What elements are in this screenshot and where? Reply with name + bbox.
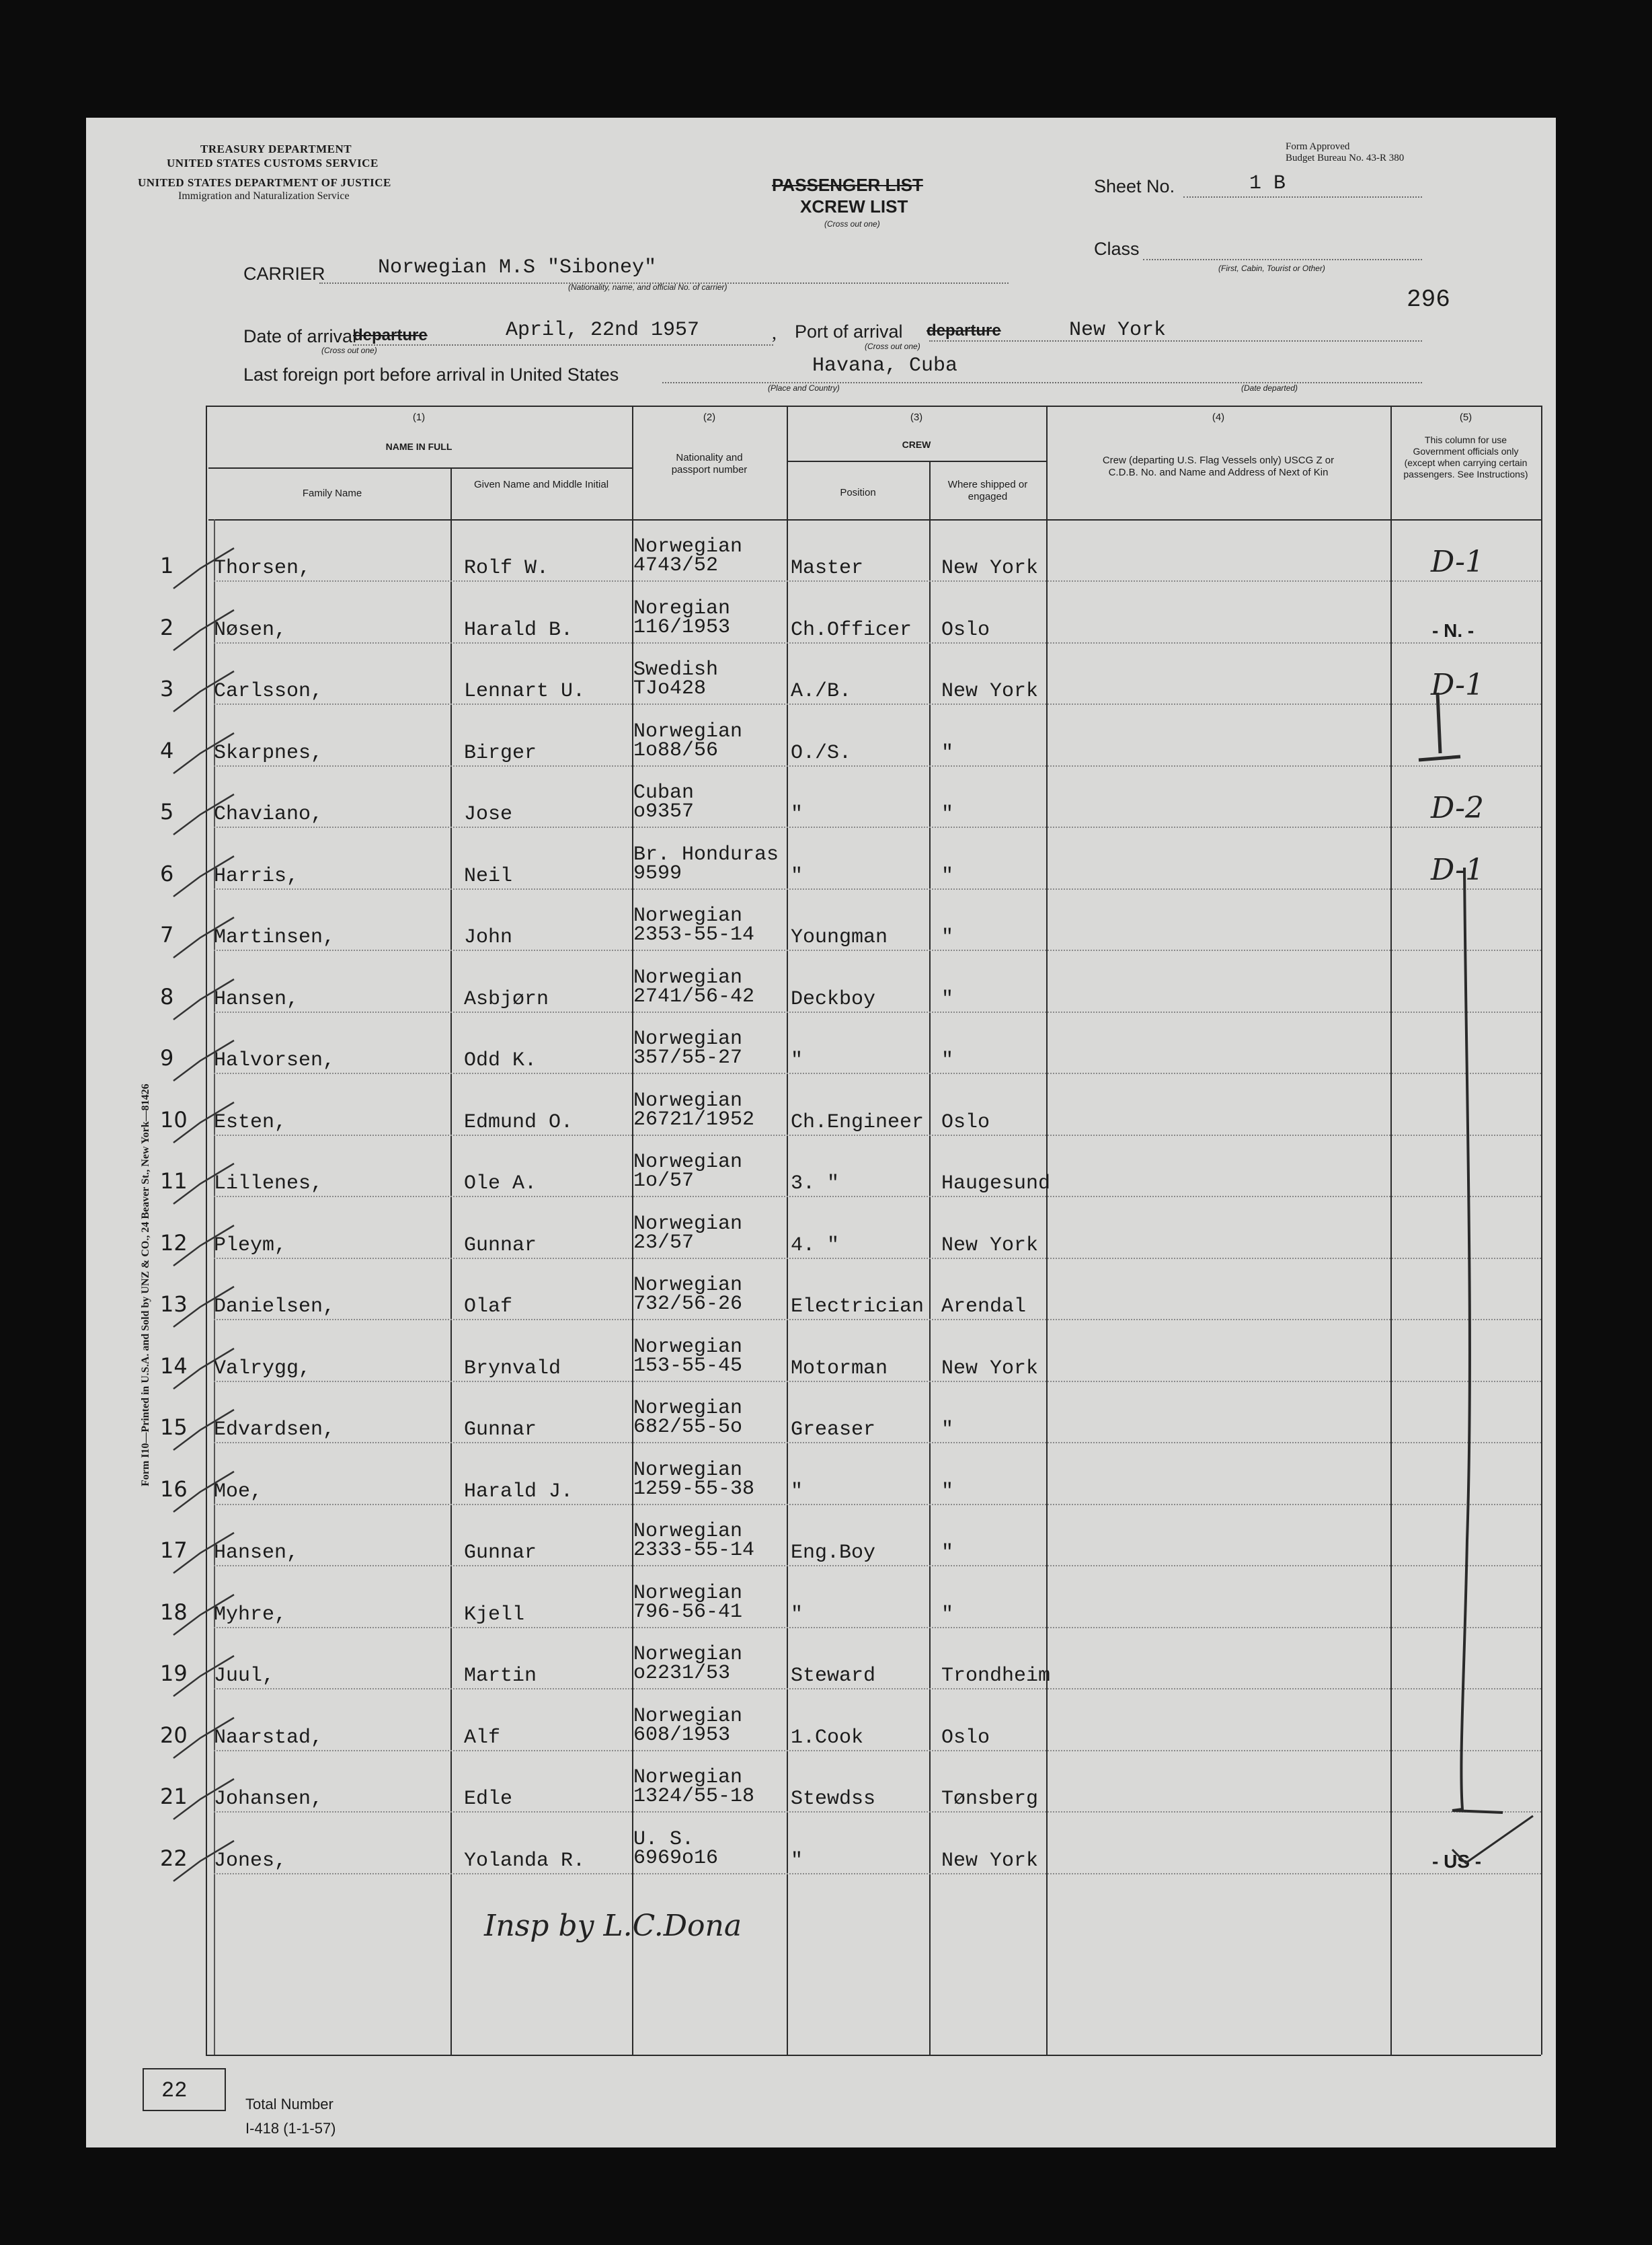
nationality: Norwegian <box>633 1766 743 1789</box>
official-mark: - US - <box>1432 1850 1482 1872</box>
crew-position: " <box>791 1480 803 1503</box>
crew-position: " <box>791 1603 803 1626</box>
row-divider <box>214 1381 1541 1382</box>
nationality: Norwegian <box>633 905 743 927</box>
given-name: John <box>464 926 513 949</box>
where-shipped: Oslo <box>941 1726 990 1749</box>
crew-position: " <box>791 1049 803 1072</box>
row-number: 19 <box>160 1661 188 1686</box>
col5-number: (5) <box>1459 412 1472 423</box>
passport-number: 153-55-45 <box>633 1354 743 1377</box>
given-name: Birger <box>464 741 537 765</box>
check-tick-mark <box>160 1037 241 1084</box>
family-name: Johansen, <box>214 1788 323 1811</box>
check-tick-mark <box>160 668 241 715</box>
where-shipped: " <box>941 1049 954 1072</box>
title-note: (Cross out one) <box>824 219 880 229</box>
crew-position: " <box>791 803 803 826</box>
where-shipped: Haugesund <box>941 1172 1051 1195</box>
row-number: 11 <box>160 1168 188 1194</box>
row-divider <box>214 1873 1541 1874</box>
passport-number: 9599 <box>633 862 682 885</box>
port-crossed: departure <box>927 321 1001 340</box>
family-name: Edvardsen, <box>214 1418 336 1441</box>
row-divider <box>214 1258 1541 1259</box>
class-label: Class <box>1094 239 1140 259</box>
nationality: Norwegian <box>633 1335 743 1359</box>
passport-number: 2353-55-14 <box>633 923 755 946</box>
row-divider <box>214 1688 1541 1689</box>
last-port-value: Havana, Cuba <box>812 354 958 377</box>
row-divider <box>214 765 1541 767</box>
row-divider <box>214 1750 1541 1751</box>
passport-number: 608/1953 <box>633 1723 731 1747</box>
crew-position: 3. " <box>791 1172 840 1195</box>
where-shipped: Oslo <box>941 618 990 642</box>
passport-number: 2333-55-14 <box>633 1539 755 1562</box>
col1-number: (1) <box>412 412 426 423</box>
row-divider <box>214 642 1541 644</box>
crew-position: Eng.Boy <box>791 1542 876 1564</box>
check-tick-mark <box>160 1345 241 1392</box>
date-note: (Cross out one) <box>321 346 377 355</box>
passport-number: 2741/56-42 <box>633 985 755 1008</box>
where-shipped: Tønsberg <box>941 1788 1039 1811</box>
row-divider <box>214 1811 1541 1813</box>
port-value: New York <box>1069 319 1167 342</box>
given-name: Harald J. <box>464 1480 574 1503</box>
family-name: Moe, <box>214 1480 263 1503</box>
check-tick-mark <box>160 1160 241 1207</box>
where-shipped: " <box>941 1480 954 1503</box>
col-given-name: Given Name and Middle Initial <box>473 479 609 490</box>
nationality: U. S. <box>633 1827 695 1851</box>
given-name: Neil <box>464 864 513 888</box>
family-name: Juul, <box>214 1665 275 1687</box>
row-number: 6 <box>160 860 174 886</box>
nationality: Norwegian <box>633 1028 743 1051</box>
where-shipped: New York <box>941 557 1039 580</box>
column5-bracket-line <box>1385 868 1546 1850</box>
check-tick-mark <box>160 1222 241 1269</box>
given-name: Brynvald <box>464 1357 561 1380</box>
given-name: Odd K. <box>464 1049 537 1072</box>
check-tick-mark <box>160 976 241 1023</box>
check-tick-mark <box>160 607 241 654</box>
given-name: Edmund O. <box>464 1110 574 1134</box>
form-approved: Form Approved <box>1286 141 1350 152</box>
check-tick-mark <box>160 1591 241 1638</box>
where-shipped: " <box>941 987 954 1011</box>
where-shipped: " <box>941 803 954 826</box>
nationality: Norwegian <box>633 1643 743 1666</box>
check-tick-mark <box>160 1652 241 1700</box>
official-mark: - N. - <box>1432 619 1474 641</box>
crew-position: Stewdss <box>791 1788 876 1811</box>
check-tick-mark <box>160 1529 241 1576</box>
inspector-note: Insp by L.C.Dona <box>484 1909 742 1943</box>
port-label: Port of arrival <box>795 321 903 342</box>
last-port-label: Last foreign port before arrival in United States <box>243 365 619 385</box>
passport-number: 26721/1952 <box>633 1108 755 1131</box>
where-shipped: " <box>941 864 954 888</box>
title-passenger-list: PASSENGER LIST <box>772 175 923 195</box>
row22-check-mark <box>1446 1809 1540 1870</box>
date-crossed: departure <box>353 326 428 344</box>
row-number: 13 <box>160 1291 188 1317</box>
where-shipped: Oslo <box>941 1110 990 1134</box>
nationality: Norwegian <box>633 720 743 743</box>
side-printer-note: Form I10—Printed in U.S.A. and Sold by UNZ & CO., 24 Beaver St., New York—81426 <box>140 1083 151 1486</box>
nationality: Norwegian <box>633 966 743 989</box>
nationality: Norwegian <box>633 1212 743 1235</box>
family-name: Harris, <box>214 864 299 888</box>
row-number: 4 <box>160 737 174 763</box>
given-name: Rolf W. <box>464 557 549 580</box>
check-tick-mark <box>160 1714 241 1761</box>
passport-number: o2231/53 <box>633 1662 731 1685</box>
crew-position: Motorman <box>791 1357 888 1380</box>
row4-tick-mark <box>1412 689 1466 770</box>
crew-position: 4. " <box>791 1233 840 1257</box>
row-divider <box>214 1135 1541 1136</box>
col4-number: (4) <box>1212 412 1225 423</box>
official-mark: D-1 <box>1431 668 1484 702</box>
row-divider <box>214 1073 1541 1074</box>
passport-number: 1324/55-18 <box>633 1785 755 1808</box>
nationality: Norwegian <box>633 1397 743 1420</box>
row-divider <box>214 703 1541 705</box>
check-tick-mark <box>160 914 241 961</box>
where-shipped: " <box>941 926 954 949</box>
given-name: Alf <box>464 1726 501 1749</box>
check-tick-mark <box>160 545 241 592</box>
row-divider <box>214 1627 1541 1628</box>
passport-number: 1259-55-38 <box>633 1477 755 1500</box>
official-mark: D-2 <box>1431 791 1484 825</box>
official-mark: D-1 <box>1431 545 1484 579</box>
given-name: Gunnar <box>464 1418 537 1441</box>
family-name: Chaviano, <box>214 803 323 826</box>
family-name: Skarpnes, <box>214 741 323 765</box>
given-name: Martin <box>464 1665 537 1687</box>
row-number: 10 <box>160 1106 188 1133</box>
given-name: Ole A. <box>464 1172 537 1195</box>
row-number: 5 <box>160 799 174 825</box>
row-number: 14 <box>160 1353 188 1379</box>
sheet-label: Sheet No. <box>1094 176 1175 196</box>
class-note: (First, Cabin, Tourist or Other) <box>1218 264 1325 273</box>
family-name: Pleym, <box>214 1233 287 1257</box>
agency-line-4: Immigration and Naturalization Service <box>178 190 350 202</box>
family-name: Hansen, <box>214 987 299 1011</box>
crew-position: Master <box>791 557 864 580</box>
passport-number: 116/1953 <box>633 615 731 639</box>
family-name: Lillenes, <box>214 1172 323 1195</box>
passport-number: 1o88/56 <box>633 738 719 762</box>
row-number: 17 <box>160 1537 188 1563</box>
crew-position: Ch.Engineer <box>791 1110 925 1134</box>
row-number: 2 <box>160 614 174 640</box>
crew-position: O./S. <box>791 741 852 765</box>
check-tick-mark <box>160 730 241 777</box>
passport-number: 4743/52 <box>633 554 719 577</box>
check-tick-mark <box>160 1283 241 1330</box>
row-number: 15 <box>160 1414 188 1440</box>
col2-number: (2) <box>703 412 716 423</box>
family-name: Hansen, <box>214 1542 299 1564</box>
passport-number: o9357 <box>633 800 695 823</box>
where-shipped: " <box>941 1603 954 1626</box>
row-divider <box>214 827 1541 828</box>
carrier-note: (Nationality, name, and official No. of carrier) <box>568 282 727 292</box>
carrier-value: Norwegian M.S "Siboney" <box>378 256 657 279</box>
family-name: Martinsen, <box>214 926 336 949</box>
check-tick-mark <box>160 791 241 838</box>
col-family-name: Family Name <box>302 488 362 499</box>
nationality: Norwegian <box>633 1581 743 1605</box>
passport-number: 1o/57 <box>633 1170 695 1192</box>
stamp-number: 296 <box>1407 286 1450 313</box>
check-tick-mark <box>160 1406 241 1453</box>
row-number: 7 <box>160 922 174 948</box>
row-divider <box>214 1196 1541 1197</box>
budget-bureau: Budget Bureau No. 43-R 380 <box>1286 153 1405 163</box>
row-divider <box>214 580 1541 582</box>
col5-title: This column for use Government officials only (except when carrying certain passengers. See Instructions) <box>1403 434 1528 480</box>
nationality: Norwegian <box>633 1089 743 1112</box>
family-name: Nøsen, <box>214 618 287 642</box>
crew-position: Electrician <box>791 1295 925 1318</box>
passport-number: 732/56-26 <box>633 1293 743 1316</box>
port-note: (Cross out one) <box>865 342 920 351</box>
where-shipped: " <box>941 1542 954 1564</box>
crew-position: Ch.Officer <box>791 618 912 642</box>
crew-position: Youngman <box>791 926 888 949</box>
given-name: Asbjørn <box>464 987 549 1011</box>
row-number: 9 <box>160 1045 174 1071</box>
given-name: Lennart U. <box>464 680 586 703</box>
family-name: Halvorsen, <box>214 1049 336 1072</box>
crew-position: 1.Cook <box>791 1726 864 1749</box>
passport-number: 357/55-27 <box>633 1047 743 1069</box>
row-divider <box>214 1504 1541 1505</box>
nationality: Norwegian <box>633 1704 743 1728</box>
agency-line-1: TREASURY DEPARTMENT <box>200 143 352 155</box>
crew-position: Steward <box>791 1665 876 1687</box>
date-departed-note: (Date departed) <box>1241 383 1298 393</box>
carrier-label: CARRIER <box>243 264 325 284</box>
check-tick-mark <box>160 853 241 900</box>
crew-position: A./B. <box>791 680 852 703</box>
check-tick-mark <box>160 1468 241 1515</box>
col1-title: NAME IN FULL <box>385 441 453 452</box>
nationality: Norwegian <box>633 1274 743 1297</box>
crew-position: " <box>791 864 803 888</box>
given-name: Yolanda R. <box>464 1849 586 1872</box>
where-shipped: New York <box>941 1357 1039 1380</box>
family-name: Naarstad, <box>214 1726 323 1749</box>
family-name: Thorsen, <box>214 557 311 580</box>
nationality: Norwegian <box>633 535 743 558</box>
row-number: 8 <box>160 983 174 1010</box>
nationality: Swedish <box>633 658 719 681</box>
row-divider <box>214 1565 1541 1566</box>
agency-line-2: UNITED STATES CUSTOMS SERVICE <box>167 157 379 169</box>
row-number: 18 <box>160 1599 188 1625</box>
row-divider <box>214 1442 1541 1443</box>
row-number: 16 <box>160 1476 188 1502</box>
row-divider <box>214 1319 1541 1320</box>
agency-line-3: UNITED STATES DEPARTMENT OF JUSTICE <box>138 176 391 189</box>
row-number: 3 <box>160 676 174 701</box>
family-name: Jones, <box>214 1849 287 1872</box>
check-tick-mark <box>160 1099 241 1146</box>
row-number: 20 <box>160 1722 188 1748</box>
where-shipped: Arendal <box>941 1295 1027 1318</box>
given-name: Olaf <box>464 1295 513 1318</box>
where-shipped: New York <box>941 1233 1039 1257</box>
given-name: Gunnar <box>464 1542 537 1564</box>
passport-number: 23/57 <box>633 1231 695 1254</box>
total-label: Total Number <box>245 2096 333 2113</box>
row-number: 12 <box>160 1229 188 1256</box>
check-tick-mark <box>160 1776 241 1823</box>
date-label: Date of arrival <box>243 326 357 346</box>
nationality: Norwegian <box>633 1151 743 1174</box>
row-divider <box>214 1012 1541 1013</box>
family-name: Carlsson, <box>214 680 323 703</box>
given-name: Gunnar <box>464 1233 537 1257</box>
sheet-value: 1 B <box>1249 172 1286 195</box>
row-number: 22 <box>160 1845 188 1871</box>
passport-number: 682/55-5o <box>633 1416 743 1439</box>
where-shipped: " <box>941 741 954 765</box>
col2-title: Nationality and passport number <box>671 452 748 475</box>
col3-title: CREW <box>902 439 931 450</box>
form-number: I-418 (1-1-57) <box>245 2120 336 2137</box>
where-shipped: New York <box>941 1849 1039 1872</box>
place-note: (Place and Country) <box>768 383 840 393</box>
where-shipped: Trondheim <box>941 1665 1051 1687</box>
title-crew-list: XCREW LIST <box>800 196 908 217</box>
crew-position: Deckboy <box>791 987 876 1011</box>
passport-number: 796-56-41 <box>633 1600 743 1624</box>
passport-number: TJo428 <box>633 677 707 700</box>
crew-position: " <box>791 1849 803 1872</box>
given-name: Harald B. <box>464 618 574 642</box>
nationality: Noregian <box>633 597 731 620</box>
family-name: Valrygg, <box>214 1357 311 1380</box>
where-shipped: " <box>941 1418 954 1441</box>
family-name: Esten, <box>214 1110 287 1134</box>
row-divider <box>214 950 1541 951</box>
nationality: Norwegian <box>633 1520 743 1543</box>
crew-position: Greaser <box>791 1418 876 1441</box>
family-name: Myhre, <box>214 1603 287 1626</box>
date-value: April, 22nd 1957 <box>506 319 700 342</box>
col-position: Position <box>840 487 876 498</box>
nationality: Br. Honduras <box>633 843 779 866</box>
row-number: 1 <box>160 553 174 578</box>
row-number: 21 <box>160 1784 188 1809</box>
where-shipped: New York <box>941 680 1039 703</box>
col4-title: Crew (departing U.S. Flag Vessels only) USCG Z or C.D.B. No. and Name and Address of Next of Kin <box>1102 455 1335 478</box>
given-name: Edle <box>464 1788 513 1811</box>
official-mark: D-1 <box>1431 852 1484 887</box>
col3-number: (3) <box>910 412 923 423</box>
row-divider <box>214 888 1541 890</box>
nationality: Norwegian <box>633 1458 743 1482</box>
nationality: Cuban <box>633 782 695 804</box>
total-value: 22 <box>161 2078 188 2103</box>
col-where-shipped: Where shipped or engaged <box>947 479 1028 502</box>
check-tick-mark <box>160 1837 241 1885</box>
passport-number: 6969o16 <box>633 1846 719 1870</box>
given-name: Kjell <box>464 1603 525 1626</box>
family-name: Danielsen, <box>214 1295 336 1318</box>
given-name: Jose <box>464 803 513 826</box>
